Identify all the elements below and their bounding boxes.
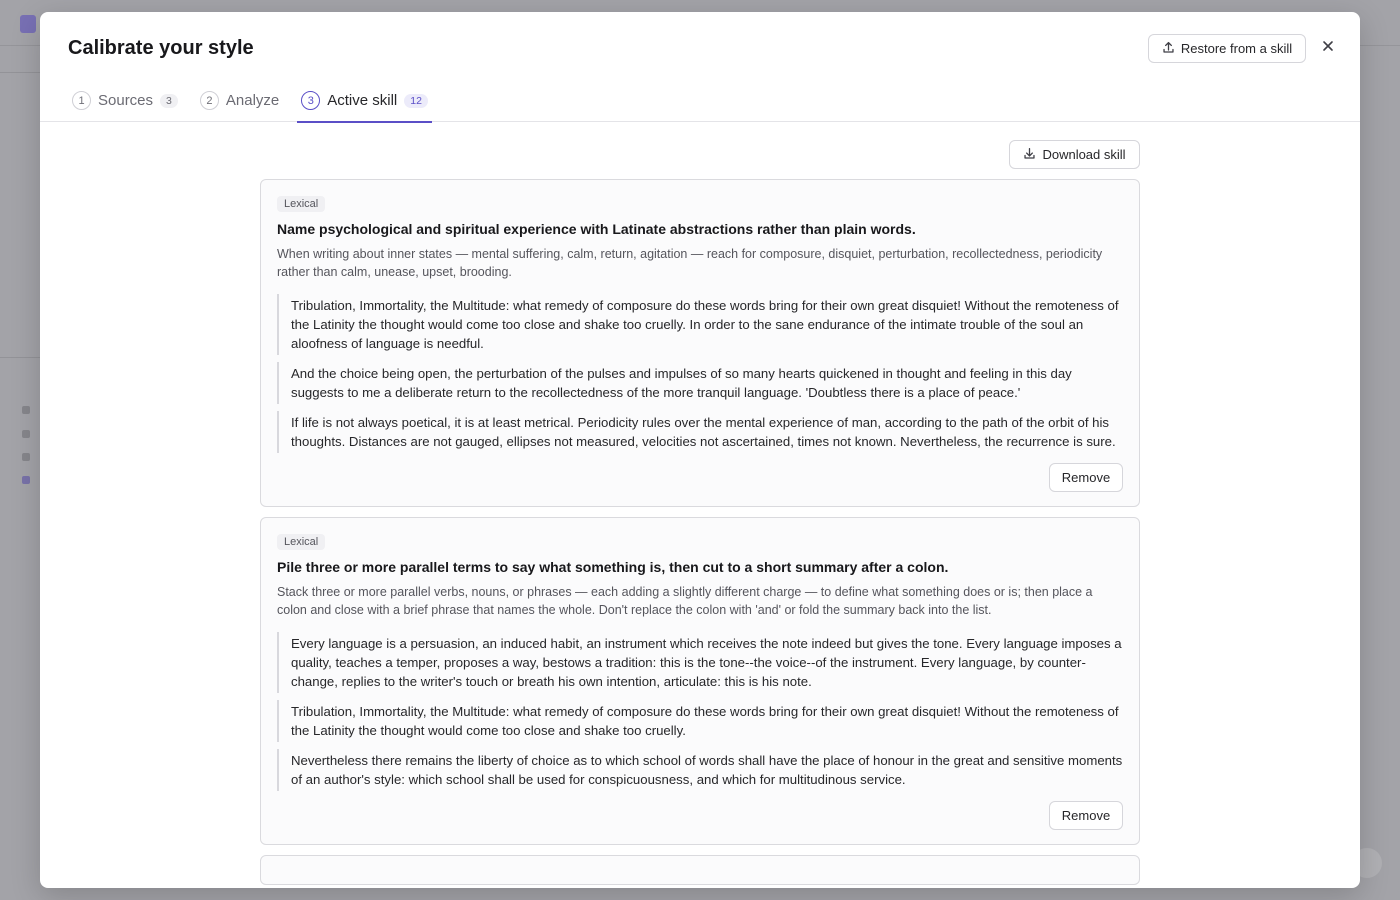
rule-card	[260, 517, 1140, 845]
example-quote: And the choice being open, the perturbation of the pulses and impulses of so many hearts quickened in thought and feeling in this day suggests to me a deliberate return to the recollectedness of the more tranquil language. 'Doubtless there is a place of peace.'	[277, 362, 1123, 404]
tab-label: Sources	[98, 92, 154, 109]
close-icon	[1322, 39, 1334, 57]
tab-label: Active skill	[327, 92, 398, 109]
restore-from-skill-button[interactable]	[1148, 34, 1306, 63]
rule-examples	[277, 294, 1123, 453]
example-quote: Nevertheless there remains the liberty of choice as to which school of words shall have the place of honour in the great and sensitive moments of an author's style: which school shall be used for conspicuousness, and which for multitudinous service.	[277, 749, 1123, 791]
skill-content	[260, 140, 1140, 888]
download-icon	[1023, 147, 1036, 163]
tab-sources[interactable]	[68, 80, 182, 121]
background-bullet	[22, 453, 30, 461]
download-row	[260, 140, 1140, 179]
remove-rule-button[interactable]: Remove	[1049, 801, 1123, 830]
upload-icon	[1162, 41, 1175, 57]
tab-active-skill[interactable]	[297, 80, 432, 121]
tab-label: Analyze	[225, 92, 280, 109]
app-logo	[20, 15, 36, 33]
example-quote: Every language is a persuasion, an induced habit, an instrument which receives the note indeed but gives the tone. Every language imposes a quality, teaches a temper, proposes a way, bestows a tradition: this is the tone--the voice--of the instrument. Every language, by counter-change, replies to the writer's touch or breath his own intention, articulate: this is his note.	[277, 632, 1123, 693]
tab-count-badge: 12	[404, 94, 428, 108]
step-number: 2	[200, 91, 219, 110]
background-bullet	[22, 430, 30, 438]
rule-category-tag: Lexical	[277, 196, 325, 212]
remove-rule-button[interactable]: Remove	[1049, 463, 1123, 492]
example-quote: Tribulation, Immortality, the Multitude: what remedy of composure do these words bring for their own great disquiet! Without the remoteness of the Latinity the thought would come too close and shake too cruelly.	[277, 700, 1123, 742]
step-number: 1	[72, 91, 91, 110]
rule-card	[260, 179, 1140, 507]
close-button[interactable]	[1319, 39, 1337, 57]
tab-count-badge: 3	[160, 94, 178, 108]
rule-title: Pile three or more parallel terms to say what something is, then cut to a short summary after a colon.	[277, 559, 949, 575]
wizard-tabs	[68, 80, 446, 122]
example-quote: If life is not always poetical, it is at least metrical. Periodicity rules over the mental experience of man, according to the path of the orbit of his thoughts. Distances are not gauged, ellipses not measured, velocities not ascertained, times not known. Nevertheless, the recurrence is sure.	[277, 411, 1123, 453]
download-label: Download skill	[1042, 147, 1126, 162]
card-actions	[277, 463, 1123, 492]
background-divider	[0, 357, 40, 358]
step-number: 3	[301, 91, 320, 110]
download-skill-button[interactable]	[1009, 140, 1140, 169]
calibrate-style-modal	[40, 12, 1360, 888]
modal-header	[40, 12, 1360, 122]
restore-label: Restore from a skill	[1180, 41, 1293, 56]
rule-examples	[277, 632, 1123, 791]
background-bullet	[22, 406, 30, 414]
rule-category-tag: Lexical	[277, 534, 325, 550]
rule-description: When writing about inner states — mental suffering, calm, return, agitation — reach for composure, disquiet, perturbation, recollectedness, periodicity rather than calm, unease, upset, brooding.	[277, 247, 1103, 279]
background-bullet	[22, 476, 30, 484]
modal-title: Calibrate your style	[68, 37, 254, 59]
background-divider	[0, 72, 40, 73]
tab-analyze[interactable]	[196, 80, 283, 121]
example-quote: Tribulation, Immortality, the Multitude: what remedy of composure do these words bring for their own great disquiet! Without the remoteness of the Latinity the thought would come too close and shake too cruelly. In order to the sane endurance of the intimate trouble of the soul an aloofness of language is needful.	[277, 294, 1123, 355]
rule-title: Name psychological and spiritual experience with Latinate abstractions rather than plain words.	[277, 221, 916, 237]
rule-description: Stack three or more parallel verbs, nouns, or phrases — each adding a slightly different charge — to define what something does or is; then place a colon and close with a brief phrase that names the whole. Don't replace the colon with 'and' or fold the summary back into the list.	[277, 585, 1093, 617]
rule-card	[260, 855, 1140, 885]
card-actions	[277, 801, 1123, 830]
